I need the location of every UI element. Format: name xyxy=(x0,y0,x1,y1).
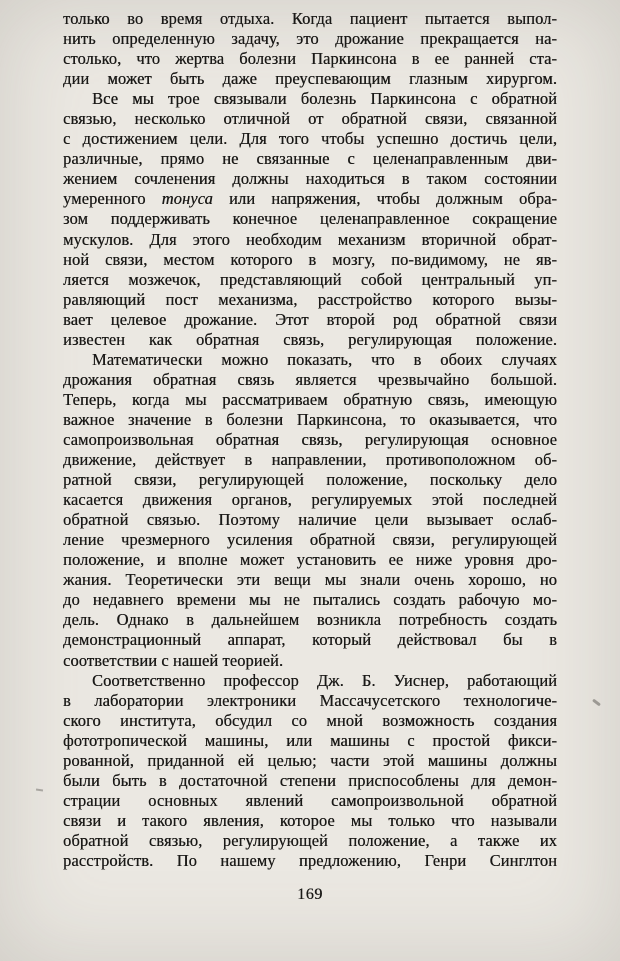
paragraph xyxy=(63,89,557,350)
text-line: демонстрационный аппарат, который действовал бы в xyxy=(63,630,557,650)
text-line: Математически можно показать, что в обоих случаях xyxy=(92,349,557,369)
text-line: мускулов. Для этого необходим механизм вторичной обрат- xyxy=(63,229,557,249)
text-line: Теперь, когда мы рассматриваем обратную связь, имеющую xyxy=(63,389,557,409)
text-line: были быть в достаточной степени приспособлены для демон- xyxy=(63,770,557,790)
text-line: различные, прямо не связанные с целенаправленным дви- xyxy=(63,149,557,169)
text-line: дии может быть даже преуспевающим глазным хирургом. xyxy=(63,69,557,89)
text-line: связи и такого явления, которое мы только что называли xyxy=(63,810,557,830)
text-line: связью, несколько отличной от обратной связи, связанной xyxy=(63,109,557,129)
text-line: страции основных явлений самопроизвольной обратной xyxy=(63,790,557,810)
text-line: жением сочленения должны находиться в таком состоянии xyxy=(63,169,557,189)
text-line: дрожания обратная связь является чрезвычайно большой. xyxy=(63,369,557,389)
text-line: только во время отдыха. Когда пациент пытается выпол- xyxy=(63,9,557,28)
text-line: ной связи, местом которого в мозгу, по-видимому, не яв- xyxy=(63,249,557,269)
paragraph xyxy=(63,671,557,871)
text-line xyxy=(63,189,557,209)
text-line: столько, что жертва болезни Паркинсона в ее ранней ста- xyxy=(63,49,557,69)
text-line: обратной связью, регулирующей положение, а также их xyxy=(63,830,557,850)
text-line: Соответственно профессор Дж. Б. Уиснер, работающий xyxy=(92,670,557,690)
text-line: фототропической машины, или машины с простой фикси- xyxy=(63,730,557,750)
text-line: движение, действует в направлении, противоположном об- xyxy=(63,450,557,470)
text-block xyxy=(63,9,557,871)
text-line: дель. Однако в дальнейшем возникла потребность создать xyxy=(63,610,557,630)
text-line: известен как обратная связь, регулирующая положение. xyxy=(63,329,557,349)
text-line: расстройств. По нашему предложению, Генри Синглтон xyxy=(63,850,557,870)
text-segment: или напряжения, чтобы должным обра- xyxy=(212,189,557,209)
scan-artifact xyxy=(36,789,43,792)
italic-term: тонуса xyxy=(161,189,213,209)
text-line: Все мы трое связывали болезнь Паркинсона с обратной xyxy=(92,89,557,109)
text-line: ляется мозжечок, представляющий собой центральный уп- xyxy=(63,269,557,289)
text-line: вает целевое дрожание. Этот второй род обратной связи xyxy=(63,309,557,329)
text-line: ление чрезмерного усиления обратной связи, регулирующей xyxy=(63,530,557,550)
text-line: важное значение в болезни Паркинсона, то оказывается, что xyxy=(63,409,557,429)
text-line: рованной, приданной ей целью; части этой машины должны xyxy=(63,750,557,770)
text-line: положение, и вполне может установить ее ниже уровня дро- xyxy=(63,550,557,570)
text-line: соответствии с нашей теорией. xyxy=(63,650,284,670)
text-line: самопроизвольная обратная связь, регулирующая основное xyxy=(63,429,557,449)
text-line: жания. Теоретически эти вещи мы знали очень хорошо, но xyxy=(63,570,557,590)
text-line: ратной связи, регулирующей положение, поскольку дело xyxy=(63,470,557,490)
text-line: обратной связью. Поэтому наличие цели вызывает ослаб- xyxy=(63,510,557,530)
page-number: 169 xyxy=(297,886,323,903)
text-line: зом поддерживать конечное целенаправленное сокращение xyxy=(63,209,557,229)
paragraph xyxy=(63,350,557,671)
text-line: с достижением цели. Для того чтобы успешно достичь цели, xyxy=(63,129,557,149)
paragraph xyxy=(63,9,557,89)
text-line: нить определенную задачу, это дрожание прекращается на- xyxy=(63,29,557,49)
text-line: равляющий пост механизма, расстройство которого вызы- xyxy=(63,289,557,309)
scan-artifact xyxy=(592,699,601,707)
text-line: касается движения органов, регулируемых этой последней xyxy=(63,490,557,510)
text-line: ского института, обсудил со мной возможность создания xyxy=(63,710,557,730)
text-segment: умеренного xyxy=(63,189,162,209)
text-line: в лаборатории электроники Массачусетского технологиче- xyxy=(63,690,557,710)
text-line: до недавнего времени мы не пытались создать рабочую мо- xyxy=(63,590,557,610)
